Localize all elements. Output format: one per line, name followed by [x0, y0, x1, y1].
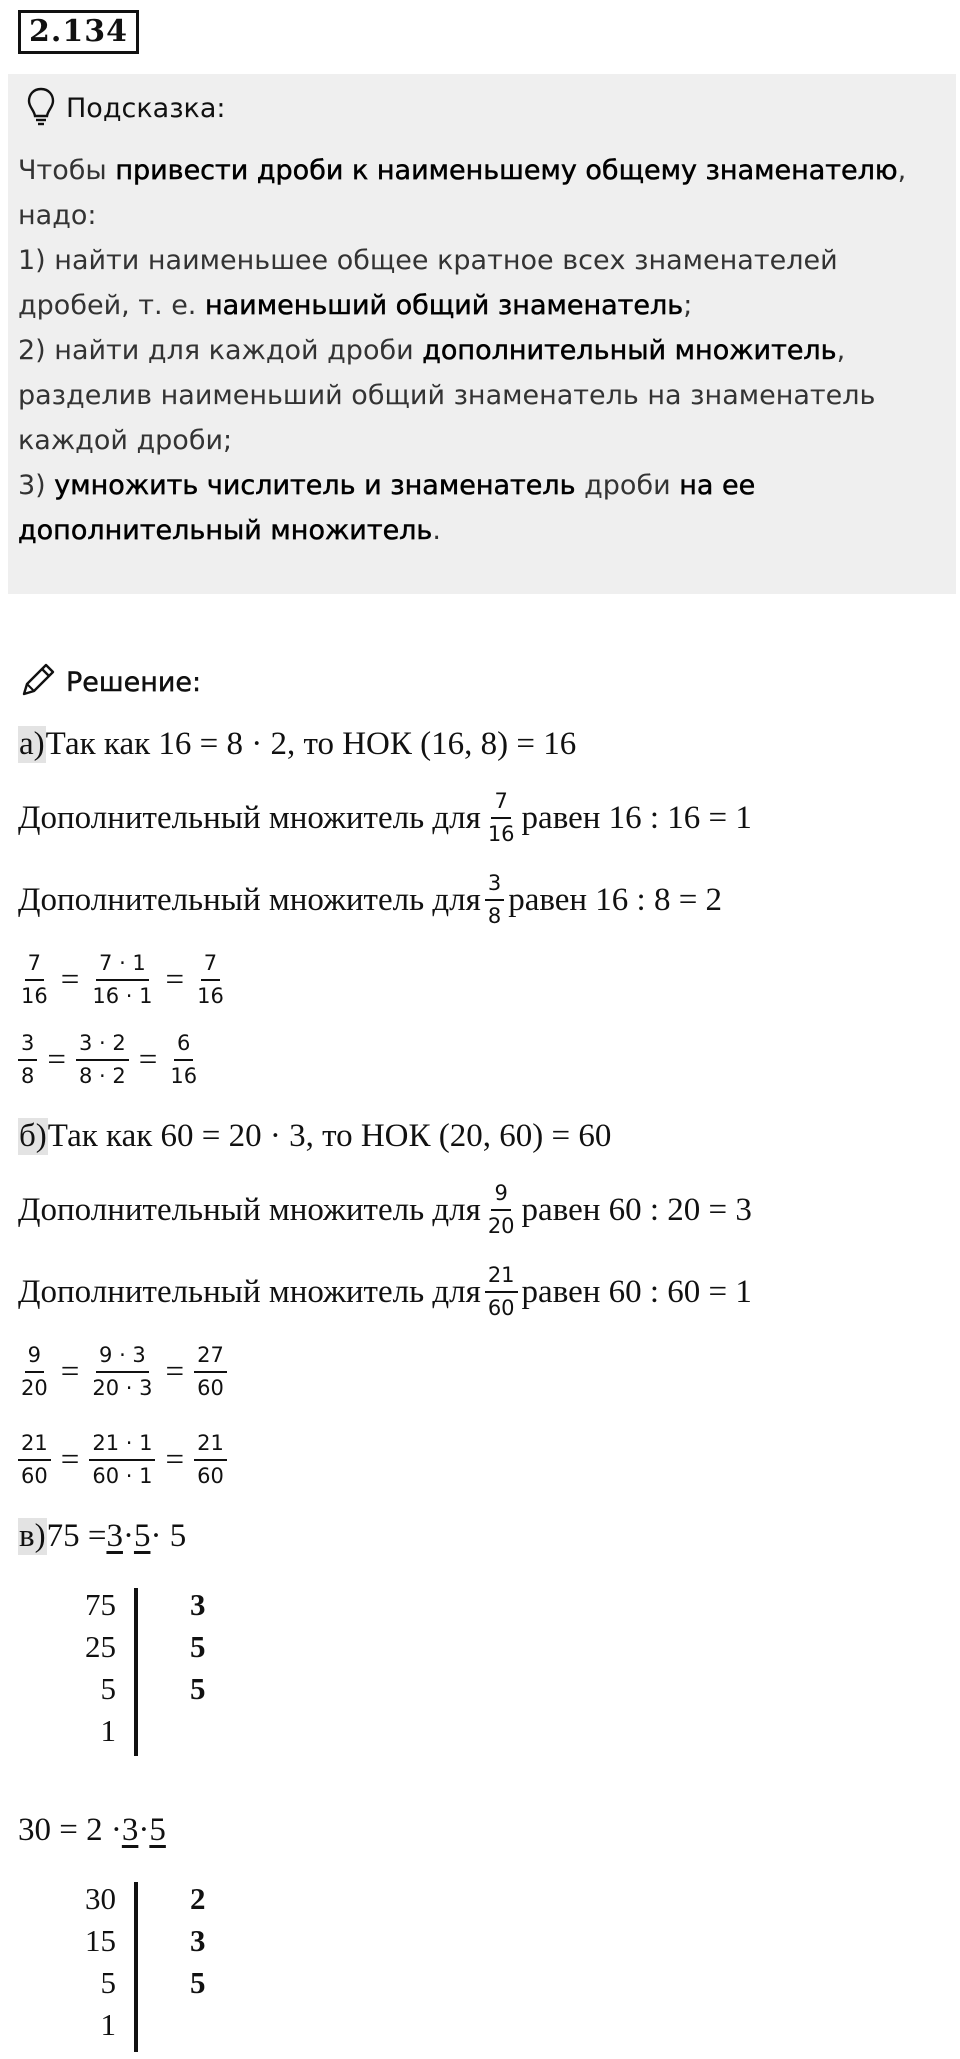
- part-a-intro: а) Так как 16 = 8 · 2, то НОК (16, 8) = 16: [19, 726, 577, 762]
- hint-header: [26, 86, 226, 131]
- part-b-intro: б) Так как 60 = 20 · 3, то НОК (20, 60) = 60: [19, 1118, 612, 1154]
- part-b-equation-1: $\frac{9}{20}$ = $\frac{9 \cdot 3}{20 \cdot 3}$ = $\frac{27}{60}$: [14, 1342, 231, 1402]
- fraction: $\frac{3}{8}$: [485, 870, 504, 930]
- part-b-multiplier-2: Дополнительный множитель для $\frac{21}{60}$ равен 60 : 60 = 1: [18, 1263, 752, 1320]
- solution-title: Решение:: [66, 667, 202, 698]
- hint-title: Подсказка:: [66, 93, 226, 124]
- hint-para-1: Чтобы привести дроби к наименьшему общему знаменателю, надо:: [18, 155, 907, 231]
- fraction: $\frac{9}{20}$: [487, 1181, 515, 1238]
- solution-header: [18, 660, 201, 705]
- hint-panel: [8, 74, 956, 594]
- hint-text: [18, 148, 948, 553]
- hint-para-2: 1) найти наименьшее общее кратное всех знаменателей дробей, т. е. наименьший общий знаменатель;: [18, 245, 838, 321]
- fraction: $\frac{21}{60}$: [485, 1262, 518, 1322]
- lightbulb-icon: [26, 86, 56, 131]
- part-b-multiplier-1: Дополнительный множитель для $\frac{9}{20}$ равен 60 : 20 = 3: [18, 1181, 752, 1238]
- part-a-multiplier-1: Дополнительный множитель для $\frac{7}{16}$ равен 16 : 16 = 1: [18, 789, 752, 846]
- part-a-multiplier-2: Дополнительный множитель для $\frac{3}{8}$ равен 16 : 8 = 2: [18, 871, 723, 928]
- factorization-75: 75 3 25 5 5 5 1: [40, 1584, 240, 1752]
- task-number: 2.134: [18, 10, 139, 54]
- part-c-line-2: 30 = 2 · 3 · 5: [18, 1812, 166, 1848]
- hint-para-4: 3) умножить числитель и знаменатель дроби на ее дополнительный множитель.: [18, 470, 756, 546]
- part-c-line-1: в) 75 = 3 · 5 · 5: [19, 1518, 187, 1554]
- part-b-equation-2: $\frac{21}{60}$ = $\frac{21 \cdot 1}{60 \cdot 1}$ = $\frac{21}{60}$: [14, 1430, 231, 1490]
- hint-para-3: 2) найти для каждой дроби дополнительный множитель, разделив наименьший общий знаменатель на знаменатель каждой дроби;: [18, 335, 876, 456]
- part-a-equation-2: $\frac{3}{8}$ = $\frac{3 \cdot 2}{8 \cdot 2}$ = $\frac{6}{16}$: [14, 1030, 204, 1090]
- pencil-icon: [18, 660, 58, 705]
- fraction: $\frac{7}{16}$: [487, 789, 515, 846]
- part-a-equation-1: $\frac{7}{16}$ = $\frac{7 \cdot 1}{16 \cdot 1}$ = $\frac{7}{16}$: [21, 951, 224, 1008]
- factorization-30: 30 2 15 3 5 5 1: [40, 1878, 240, 2046]
